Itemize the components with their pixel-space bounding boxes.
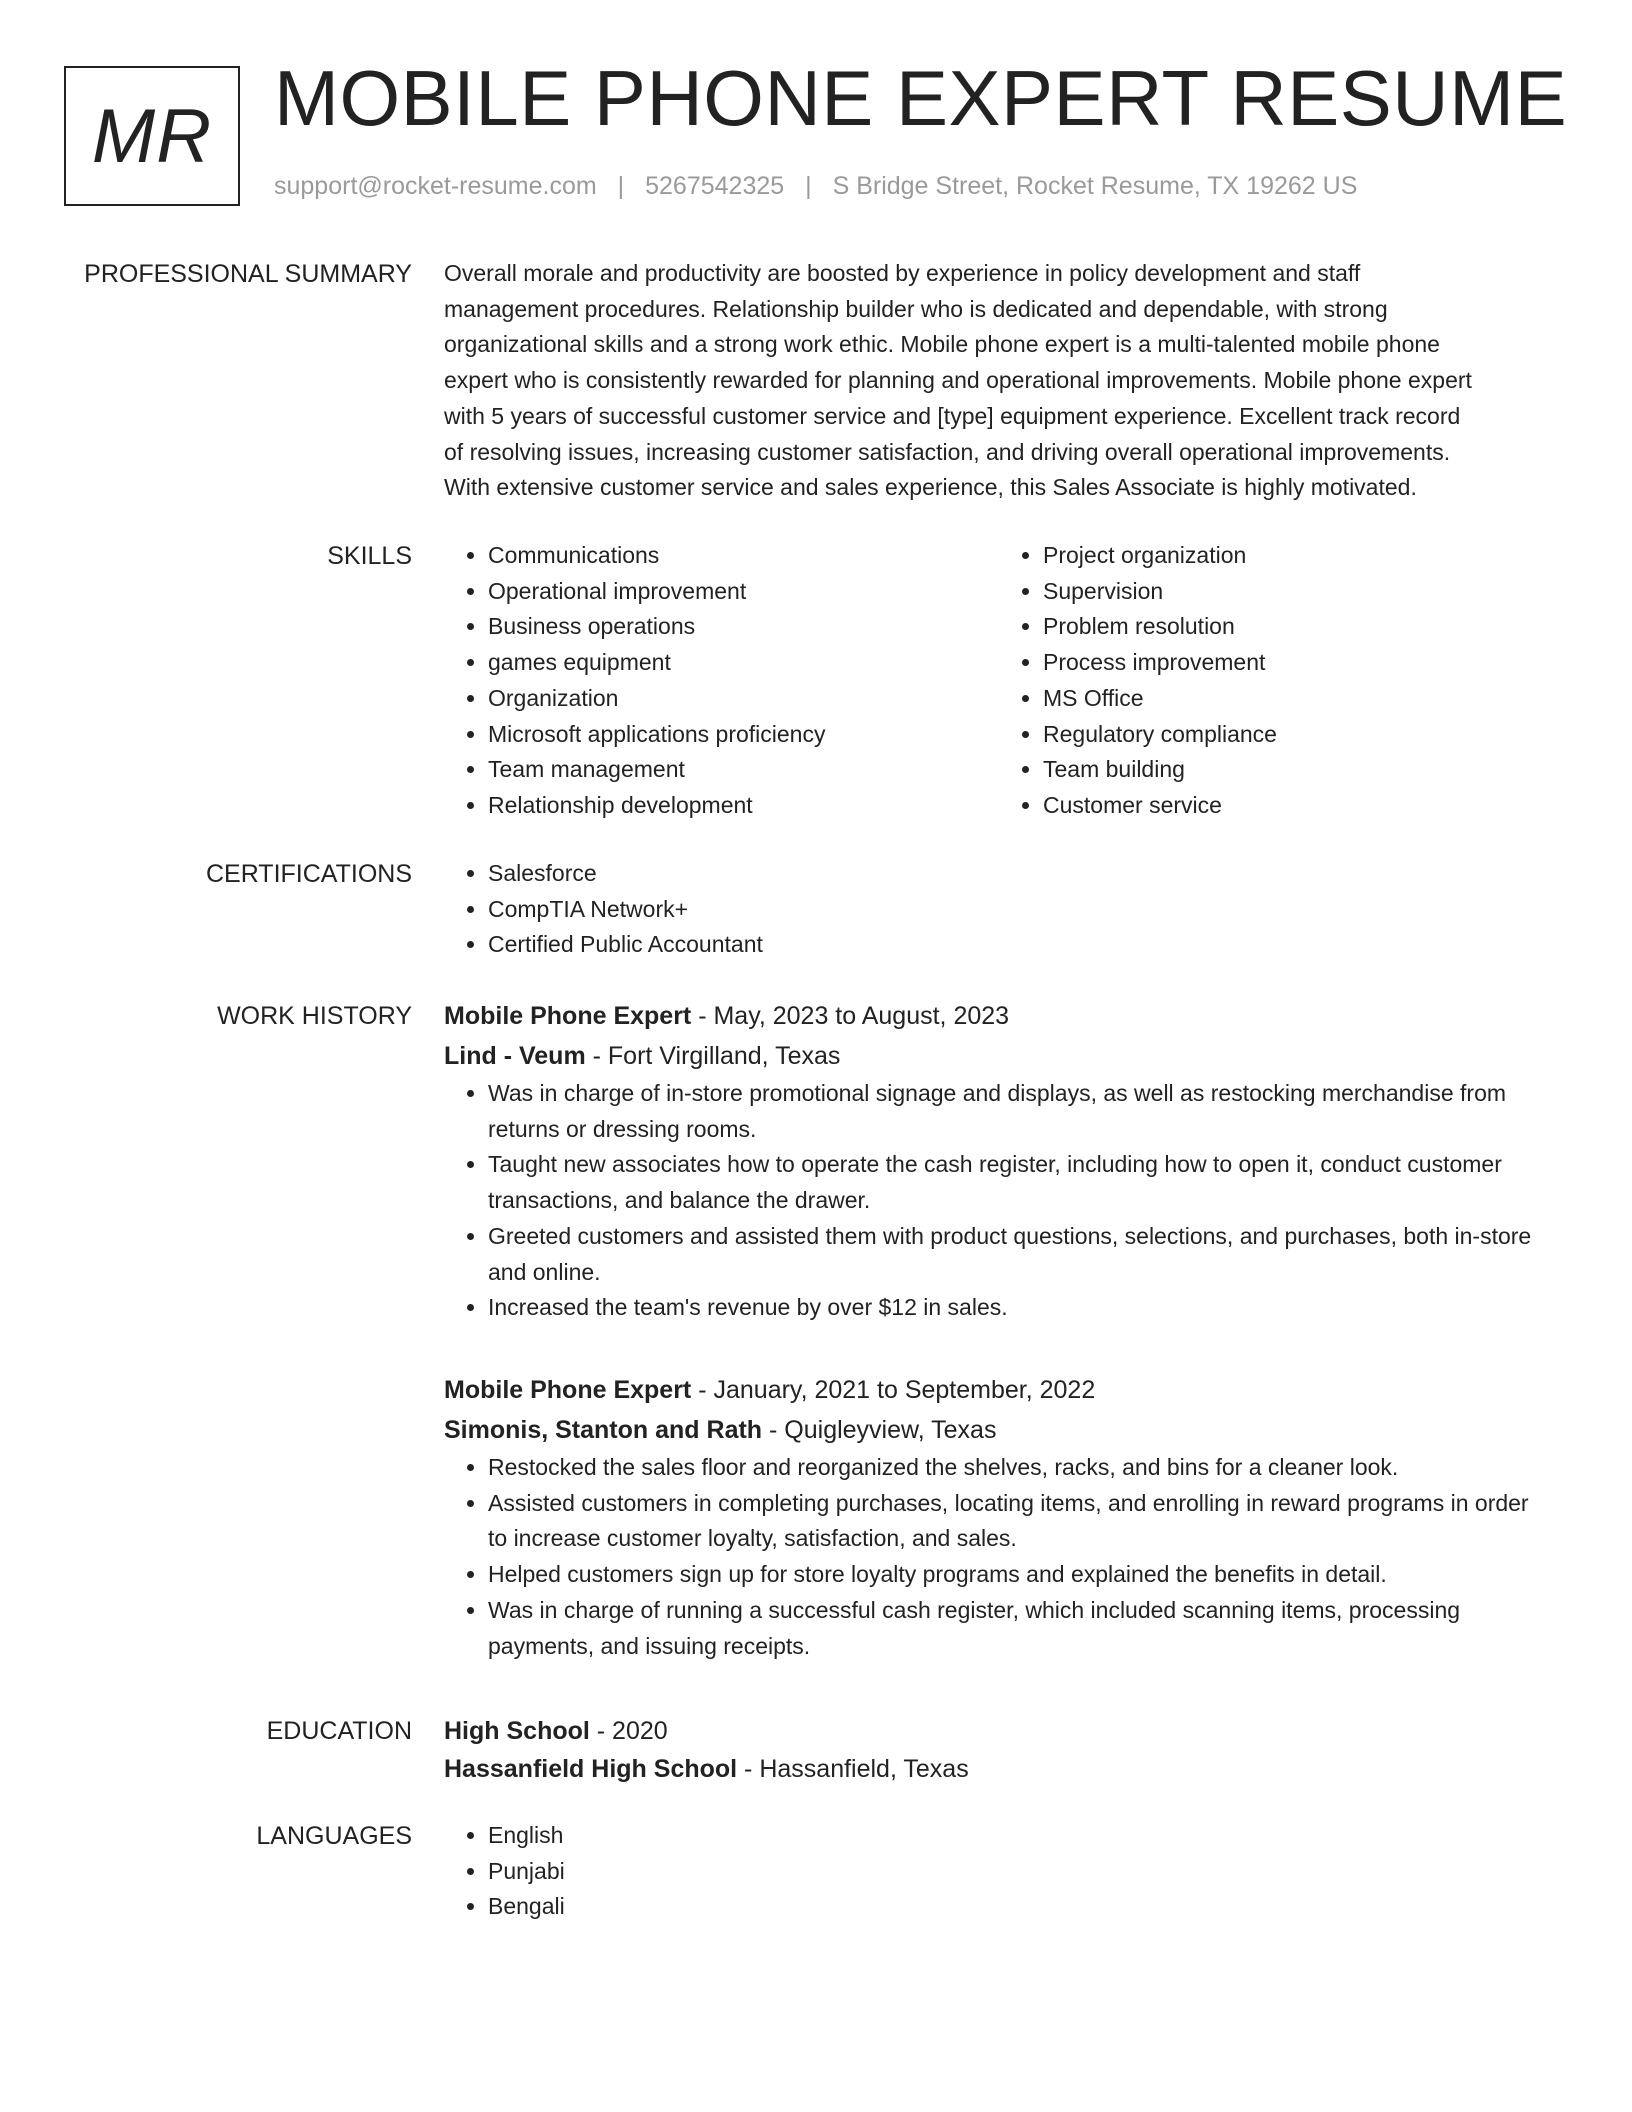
skills-list	[444, 538, 1554, 824]
skill-item: • Regulatory compliance	[1043, 717, 1554, 753]
skill-item: • MS Office	[1043, 681, 1554, 717]
education-degree-line	[444, 1712, 1554, 1750]
job-title-line	[444, 996, 1554, 1036]
job-entry	[444, 1370, 1554, 1664]
job-bullet: • Assisted customers in completing purchases, locating items, and enrolling in reward programs in order to increase customer loyalty, satisfaction, and sales.	[488, 1486, 1554, 1557]
contact-line	[274, 172, 1357, 201]
language-item: • English	[488, 1818, 1554, 1854]
education-year: - 2020	[589, 1717, 668, 1745]
job-company-line	[444, 1410, 1554, 1450]
education-location: - Hassanfield, Texas	[737, 1755, 969, 1783]
skill-item: • Microsoft applications proficiency	[488, 717, 999, 753]
skill-item: • games equipment	[488, 645, 999, 681]
summary-line: of resolving issues, increasing customer satisfaction, and driving overall operational improvements.	[444, 438, 1451, 465]
job-bullet: • Taught new associates how to operate the cash register, including how to open it, conduct customer transactions, and balance the drawer.	[488, 1147, 1554, 1218]
job-company: Lind - Veum	[444, 1042, 586, 1070]
skill-item: • Team management	[488, 752, 999, 788]
skill-item: • Team building	[1043, 752, 1554, 788]
summary-heading: PROFESSIONAL SUMMARY	[84, 260, 412, 288]
education-school-line	[444, 1750, 1554, 1788]
skill-item: • Relationship development	[488, 788, 999, 824]
skill-item: • Customer service	[1043, 788, 1554, 824]
job-title: Mobile Phone Expert	[444, 1002, 692, 1030]
contact-address: S Bridge Street, Rocket Resume, TX 19262 US	[832, 172, 1358, 200]
summary-line: with 5 years of successful customer service and [type] equipment experience. Excellent track record	[444, 402, 1461, 429]
job-company: Simonis, Stanton and Rath	[444, 1416, 763, 1444]
job-location: - Quigleyview, Texas	[762, 1416, 997, 1444]
skill-item: • Problem resolution	[1043, 609, 1554, 645]
job-bullet: • Restocked the sales floor and reorganized the shelves, racks, and bins for a cleaner look.	[488, 1450, 1554, 1486]
education-heading: EDUCATION	[266, 1717, 412, 1745]
job-bullets	[444, 1450, 1554, 1664]
languages-heading: LANGUAGES	[256, 1822, 412, 1850]
skill-item: • Operational improvement	[488, 574, 999, 610]
skill-item: • Communications	[488, 538, 999, 574]
education-school: Hassanfield High School	[444, 1755, 738, 1783]
monogram-logo: MR	[64, 66, 240, 206]
skill-item: • Project organization	[1043, 538, 1554, 574]
skill-item: • Organization	[488, 681, 999, 717]
job-bullet: • Helped customers sign up for store loyalty programs and explained the benefits in detail.	[488, 1557, 1554, 1593]
skills-column-left	[444, 538, 999, 824]
summary-line: With extensive customer service and sales experience, this Sales Associate is highly motivated.	[444, 474, 1417, 501]
job-bullet: • Was in charge of running a successful cash register, which included scanning items, processing payments, and issuing receipts.	[488, 1593, 1554, 1664]
summary-line: organizational skills and a strong work ethic. Mobile phone expert is a multi-talented mobile phone	[444, 331, 1440, 358]
job-title: Mobile Phone Expert	[444, 1376, 692, 1404]
skill-item: • Supervision	[1043, 574, 1554, 610]
job-title-line	[444, 1370, 1554, 1410]
certification-item: • Certified Public Accountant	[488, 927, 1554, 963]
certification-item: • Salesforce	[488, 856, 1554, 892]
skills-column-right	[999, 538, 1554, 824]
job-dates: - January, 2021 to September, 2022	[691, 1376, 1096, 1404]
education-entry	[444, 1712, 1554, 1788]
summary-line: Overall morale and productivity are boosted by experience in policy development and staff	[444, 260, 1361, 286]
job-bullet: • Was in charge of in-store promotional signage and displays, as well as restocking merchandise from returns or dressing rooms.	[488, 1076, 1554, 1147]
summary-text	[444, 256, 1554, 506]
contact-separator: |	[805, 172, 812, 200]
skill-item: • Process improvement	[1043, 645, 1554, 681]
certifications-list	[444, 856, 1554, 963]
job-bullet: • Greeted customers and assisted them with product questions, selections, and purchases, both in-store and online.	[488, 1219, 1554, 1290]
job-bullet: • Increased the team's revenue by over $12 in sales.	[488, 1290, 1554, 1326]
job-dates: - May, 2023 to August, 2023	[691, 1002, 1010, 1030]
language-item: • Bengali	[488, 1889, 1554, 1925]
summary-line: management procedures. Relationship builder who is dedicated and dependable, with strong	[444, 295, 1388, 322]
job-bullets	[444, 1076, 1554, 1326]
contact-separator: |	[617, 172, 625, 200]
work-history-heading: WORK HISTORY	[217, 1002, 412, 1030]
job-company-line	[444, 1036, 1554, 1076]
languages-list	[444, 1818, 1554, 1925]
job-entry	[444, 996, 1554, 1326]
page-title: MOBILE PHONE EXPERT RESUME	[274, 54, 1568, 142]
skill-item: • Business operations	[488, 609, 999, 645]
certifications-heading: CERTIFICATIONS	[205, 860, 412, 888]
contact-email[interactable]: support@rocket-resume.com	[274, 172, 597, 200]
certification-item: • CompTIA Network+	[488, 892, 1554, 928]
job-location: - Fort Virgilland, Texas	[585, 1042, 841, 1070]
language-item: • Punjabi	[488, 1854, 1554, 1890]
education-degree: High School	[444, 1717, 590, 1745]
skills-heading: SKILLS	[327, 542, 412, 570]
contact-phone[interactable]: 5267542325	[645, 172, 785, 200]
summary-line: expert who is consistently rewarded for planning and operational improvements. Mobile phone expert	[444, 367, 1472, 394]
